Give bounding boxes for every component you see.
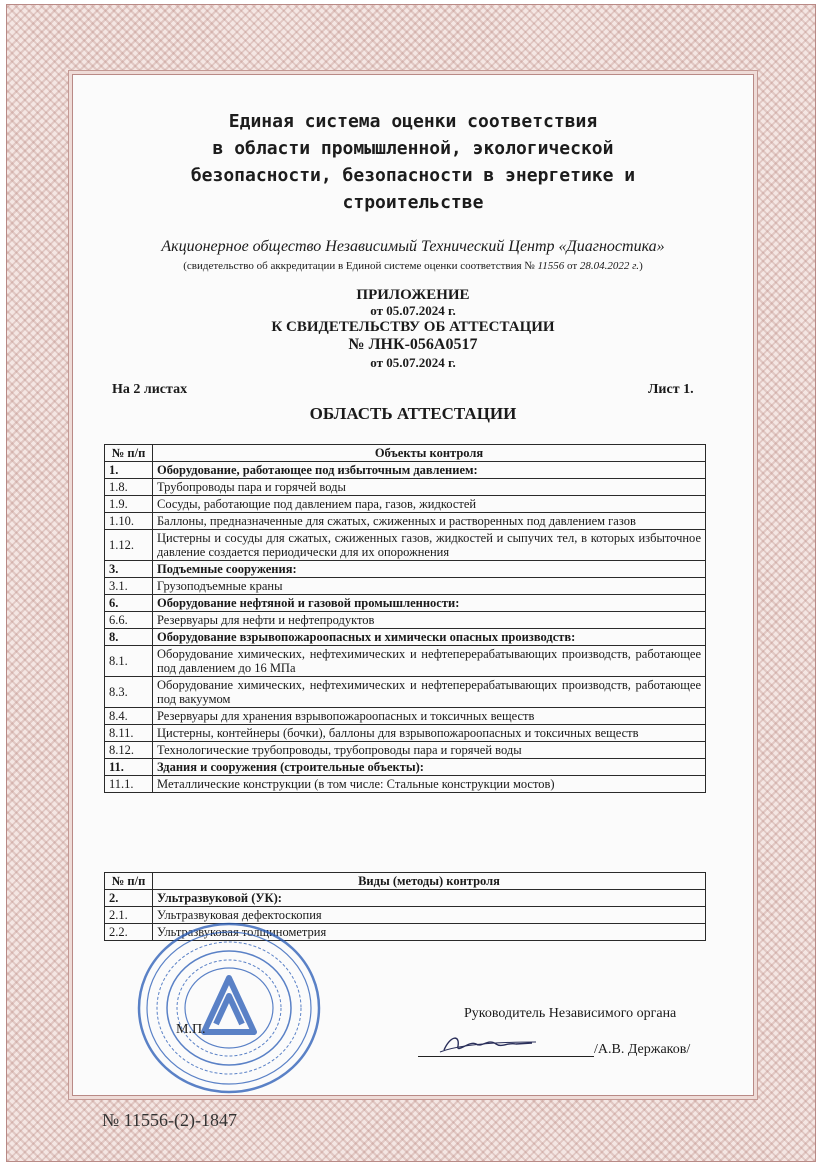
row-text: Ультразвуковой (УК): (153, 890, 706, 907)
row-number: 8.4. (105, 708, 153, 725)
table-row (105, 462, 706, 479)
accreditation-date: 28.04.2022 г. (579, 260, 640, 272)
row-text: Оборудование взрывопожароопасных и химически опасных производств: (153, 629, 706, 646)
head-role: Руководитель Независимого органа (464, 1006, 677, 1021)
sheets-total: На 2 листах (112, 382, 188, 397)
table-row (105, 561, 706, 578)
row-number: 8.11. (105, 725, 153, 742)
table-row (105, 595, 706, 612)
head-name: /А.В. Держаков/ (594, 1042, 691, 1057)
row-text: Оборудование химических, нефтехимических и нефтеперерабатывающих производств, работающее под вакуумом (153, 677, 706, 708)
official-seal (134, 920, 324, 1096)
row-number: 2.2. (105, 924, 153, 941)
table-row (105, 578, 706, 595)
table-row (105, 708, 706, 725)
row-number: 11. (105, 759, 153, 776)
row-text: Здания и сооружения (строительные объекты): (153, 759, 706, 776)
row-number: 11.1. (105, 776, 153, 793)
row-text: Трубопроводы пара и горячей воды (153, 479, 706, 496)
column-header-number: № п/п (105, 445, 153, 462)
table-row (105, 479, 706, 496)
row-number: 8.12. (105, 742, 153, 759)
appendix-title: ПРИЛОЖЕНИЕ (356, 287, 470, 303)
row-text: Ультразвуковая дефектоскопия (153, 907, 706, 924)
row-number: 1.12. (105, 530, 153, 561)
table-row (105, 677, 706, 708)
table-row (105, 629, 706, 646)
certificate-number: № ЛНК-056А0517 (348, 336, 478, 353)
column-header-methods: Виды (методы) контроля (153, 873, 706, 890)
accreditation-note (80, 260, 746, 272)
certificate-date: от 05.07.2024 г. (370, 355, 456, 370)
table-row (105, 513, 706, 530)
row-number: 6. (105, 595, 153, 612)
row-text: Оборудование нефтяной и газовой промышленности: (153, 595, 706, 612)
accreditation-mid: от (566, 260, 578, 272)
row-number: 3.1. (105, 578, 153, 595)
row-number: 3. (105, 561, 153, 578)
row-text: Цистерны, контейнеры (бочки), баллоны для взрывопожароопасных и токсичных веществ (153, 725, 706, 742)
accreditation-prefix: (свидетельство об аккредитации в Единой системе оценки соответствия № (183, 260, 535, 272)
row-number: 8.1. (105, 646, 153, 677)
table-row (105, 496, 706, 513)
registration-number: № 11556-(2)-1847 (102, 1110, 237, 1130)
appendix-block (120, 287, 706, 371)
row-text: Технологические трубопроводы, трубопроводы пара и горячей воды (153, 742, 706, 759)
row-number: 2. (105, 890, 153, 907)
row-number: 8.3. (105, 677, 153, 708)
handwritten-signature (436, 1030, 556, 1058)
appendix-date: от 05.07.2024 г. (370, 303, 456, 318)
row-text: Резервуары для нефти и нефтепродуктов (153, 612, 706, 629)
table-row (105, 776, 706, 793)
sheet-current: Лист 1. (648, 382, 694, 397)
row-text: Ультразвуковая толщинометрия (153, 924, 706, 941)
appendix-to-certificate: К СВИДЕТЕЛЬСТВУ ОБ АТТЕСТАЦИИ (271, 319, 555, 335)
title-line: Единая система оценки соответствия (228, 111, 598, 132)
row-text: Грузоподъемные краны (153, 578, 706, 595)
row-text: Подъемные сооружения: (153, 561, 706, 578)
row-number: 8. (105, 629, 153, 646)
table-row (105, 759, 706, 776)
accreditation-suffix: ) (639, 260, 643, 272)
accreditation-number: 11556 (537, 260, 565, 272)
row-text: Цистерны и сосуды для сжатых, сжиженных газов, жидкостей и сыпучих тел, в которых избыточное давление создается периодически для их опорожнения (153, 530, 706, 561)
table-row (105, 742, 706, 759)
row-number: 1.8. (105, 479, 153, 496)
title-line: строительстве (342, 192, 484, 213)
row-text: Резервуары для хранения взрывопожароопасных и токсичных веществ (153, 708, 706, 725)
organization-name: Акционерное общество Независимый Технический Центр «Диагностика» (161, 238, 665, 255)
title-line: безопасности, безопасности в энергетике и (190, 165, 636, 186)
document-title (100, 108, 726, 216)
table-row (105, 530, 706, 561)
row-text: Оборудование, работающее под избыточным давлением: (153, 462, 706, 479)
column-header-number: № п/п (105, 873, 153, 890)
column-header-objects: Объекты контроля (153, 445, 706, 462)
row-text: Металлические конструкции (в том числе: Стальные конструкции мостов) (153, 776, 706, 793)
row-text: Баллоны, предназначенные для сжатых, сжиженных и растворенных под давлением газов (153, 513, 706, 530)
row-text: Оборудование химических, нефтехимических и нефтеперерабатывающих производств, работающее под давлением до 16 МПа (153, 646, 706, 677)
title-line: в области промышленной, экологической (212, 138, 614, 159)
table-row (105, 646, 706, 677)
row-number: 1. (105, 462, 153, 479)
row-number: 6.6. (105, 612, 153, 629)
table-row (105, 612, 706, 629)
area-title: ОБЛАСТЬ АТТЕСТАЦИИ (309, 404, 517, 423)
row-number: 1.9. (105, 496, 153, 513)
row-number: 2.1. (105, 907, 153, 924)
table-row (105, 890, 706, 907)
row-number: 1.10. (105, 513, 153, 530)
objects-table (104, 444, 706, 793)
table-row (105, 725, 706, 742)
row-text: Сосуды, работающие под давлением пара, газов, жидкостей (153, 496, 706, 513)
stamp-mark: М.П. (176, 1022, 206, 1037)
